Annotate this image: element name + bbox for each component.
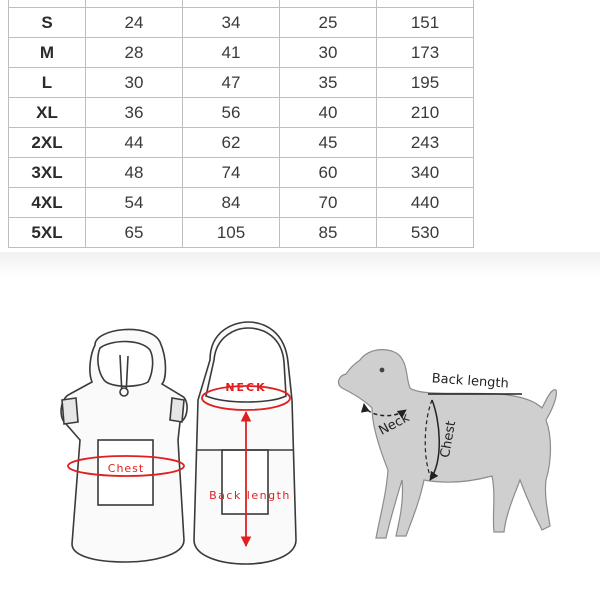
- measure-cell: 84: [183, 188, 280, 218]
- coat-front-hood: [98, 342, 153, 387]
- measure-cell: 74: [183, 158, 280, 188]
- coat-back-pocket: [222, 450, 268, 514]
- size-label-cell: XL: [9, 98, 86, 128]
- measure-cell: 48: [86, 158, 183, 188]
- measure-cell: 28: [86, 38, 183, 68]
- table-header-row: [9, 0, 474, 8]
- measure-cell: 62: [183, 128, 280, 158]
- measure-cell: 30: [280, 38, 377, 68]
- measure-cell: 54: [86, 188, 183, 218]
- coat-back-length-label: Back length: [209, 489, 291, 502]
- size-table: [8, 0, 474, 248]
- measure-cell: 24: [86, 8, 183, 38]
- coat-front-reflector-left: [62, 398, 78, 424]
- measure-cell: 40: [280, 98, 377, 128]
- measure-cell: 243: [377, 128, 474, 158]
- header-cell: [280, 0, 377, 8]
- header-cell: [86, 0, 183, 8]
- size-row-5xl: [9, 218, 474, 248]
- measure-cell: 173: [377, 38, 474, 68]
- measure-cell: 60: [280, 158, 377, 188]
- measure-cell: 34: [183, 8, 280, 38]
- size-row-m: [9, 38, 474, 68]
- measure-cell: 195: [377, 68, 474, 98]
- measure-cell: 41: [183, 38, 280, 68]
- measure-cell: 35: [280, 68, 377, 98]
- size-label-cell: 3XL: [9, 158, 86, 188]
- measure-cell: 44: [86, 128, 183, 158]
- header-cell: [377, 0, 474, 8]
- dog-neck-label: Neck: [376, 410, 413, 439]
- table-shadow: [0, 252, 600, 278]
- measure-cell: 25: [280, 8, 377, 38]
- size-label-cell: 4XL: [9, 188, 86, 218]
- measurement-diagram: [0, 300, 600, 605]
- measure-cell: 45: [280, 128, 377, 158]
- measure-cell: 47: [183, 68, 280, 98]
- measure-cell: 105: [183, 218, 280, 248]
- measurement-illustration: [0, 300, 600, 600]
- measure-cell: 65: [86, 218, 183, 248]
- measure-cell: 151: [377, 8, 474, 38]
- coat-front-reflector-right: [170, 398, 184, 422]
- measure-cell: 440: [377, 188, 474, 218]
- coat-neck-label: NECK: [225, 381, 267, 394]
- measure-cell: 56: [183, 98, 280, 128]
- measure-cell: 30: [86, 68, 183, 98]
- measure-cell: 36: [86, 98, 183, 128]
- size-label-cell: 2XL: [9, 128, 86, 158]
- header-cell: [183, 0, 280, 8]
- size-label-cell: M: [9, 38, 86, 68]
- coat-chest-label: Chest: [107, 462, 145, 475]
- coat-drawstring-toggle: [120, 388, 128, 396]
- size-row-3xl: [9, 158, 474, 188]
- dog-chest-label: Chest: [437, 419, 460, 460]
- dog-back-length-label: Back length: [431, 371, 510, 392]
- coat-back-view: [194, 322, 296, 564]
- size-label-cell: 5XL: [9, 218, 86, 248]
- measure-cell: 210: [377, 98, 474, 128]
- dog-eye: [380, 368, 385, 373]
- coat-front-view: [61, 329, 187, 562]
- measure-cell: 85: [280, 218, 377, 248]
- size-label-cell: L: [9, 68, 86, 98]
- header-cell: [9, 0, 86, 8]
- size-row-xl: [9, 98, 474, 128]
- size-label-cell: S: [9, 8, 86, 38]
- measure-cell: 530: [377, 218, 474, 248]
- size-table-body: [9, 0, 474, 248]
- measure-cell: 340: [377, 158, 474, 188]
- size-row-2xl: [9, 128, 474, 158]
- size-row-s: [9, 8, 474, 38]
- size-row-4xl: [9, 188, 474, 218]
- size-row-l: [9, 68, 474, 98]
- measure-cell: 70: [280, 188, 377, 218]
